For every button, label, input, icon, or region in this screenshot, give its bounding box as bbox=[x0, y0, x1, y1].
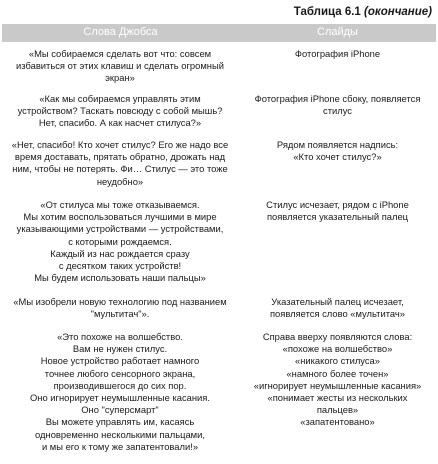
row-1-slides bbox=[240, 48, 435, 60]
row-2-slides-line-2: стилус bbox=[323, 105, 352, 117]
row-3-words-line-4: неудобно» bbox=[96, 175, 144, 187]
row-1-words bbox=[4, 48, 236, 85]
row-6-slides-line-3: «никакого стилуса» bbox=[295, 355, 380, 367]
row-1-words-line-1: «Мы собираемся сделать вот что: совсем bbox=[28, 48, 212, 59]
row-6-slides bbox=[240, 331, 435, 429]
table-caption bbox=[294, 6, 432, 18]
row-2-words bbox=[4, 93, 236, 130]
row-6-words-line-2: Вам не нужен стилус. bbox=[72, 343, 168, 355]
row-4-words-line-4: с которыми рождаемся. bbox=[68, 235, 172, 247]
row-6-words bbox=[4, 331, 236, 453]
row-6-words-line-6: Оно игнорирует неумышленные касания. bbox=[30, 392, 210, 404]
row-2-words-line-1: «Как мы собираемся управлять этим bbox=[39, 93, 201, 104]
row-3-words-line-3: ним, чтобы не потерять. Фи… Стилус — это тоже bbox=[12, 163, 228, 175]
row-6-slides-line-7: пальцев» bbox=[316, 404, 359, 416]
row-4-slides bbox=[240, 199, 435, 223]
row-6-words-line-1: «Это похоже на волшебство. bbox=[57, 331, 183, 342]
row-6-slides-line-1: Справа вверху появляются слова: bbox=[262, 331, 413, 342]
row-4-words-line-6: с десятком таких устройств! bbox=[58, 260, 182, 272]
row-3-words bbox=[4, 139, 236, 188]
table-header bbox=[2, 24, 436, 42]
row-2-slides-line-1: Фотография iPhone сбоку, появляется bbox=[254, 93, 421, 104]
row-6-words-line-7: Оно "суперсмарт" bbox=[81, 404, 159, 416]
row-3-words-line-1: «Нет, спасибо! Кто хочет стилус? Его же надо все bbox=[11, 139, 229, 150]
row-4-words-line-1: «От стилуса мы тоже отказываемся. bbox=[40, 199, 200, 210]
row-5-words-line-1: «Мы изобрели новую технологию под названием bbox=[13, 296, 227, 307]
row-6-slides-line-5: «игнорирует неумышленные касания» bbox=[253, 379, 422, 391]
row-4-slides-line-1: Стилус исчезает, рядом с iPhone bbox=[266, 199, 409, 210]
row-6-slides-line-2: «похоже на волшебство» bbox=[282, 343, 393, 355]
row-4-words-line-2: Мы хотим воспользоваться лучшими в мире bbox=[23, 211, 217, 223]
row-3-slides-line-1: Рядом появляется надпись: bbox=[276, 139, 399, 150]
row-1-slides-line-1: Фотография iPhone bbox=[294, 48, 381, 59]
row-5-words-line-2: "мультитач"». bbox=[90, 308, 150, 320]
row-6-words-line-9: одновременно несколькими пальцами, bbox=[35, 428, 205, 440]
row-1-words-line-3: экран» bbox=[105, 72, 135, 84]
row-2-words-line-3: Нет, спасибо. А как насчет стилуса?» bbox=[38, 117, 202, 129]
row-5-words bbox=[4, 296, 236, 320]
row-2-words-line-2: устройством? Таскать повсюду с собой мышь? bbox=[17, 105, 223, 117]
row-5-slides bbox=[240, 296, 435, 320]
row-6-slides-line-4: «намного более точен» bbox=[286, 367, 389, 379]
row-3-slides bbox=[240, 139, 435, 163]
row-4-slides-line-2: появляется указательный палец bbox=[266, 211, 409, 223]
row-6-slides-line-8: «запатентовано» bbox=[300, 416, 375, 428]
column-header-words: Слова Джобса bbox=[83, 26, 158, 38]
row-4-words-line-5: Каждый из нас рождается сразу bbox=[50, 247, 190, 259]
row-6-words-line-3: Новое устройство работает намного bbox=[40, 355, 200, 367]
row-6-words-line-4: точнее любого сенсорного экрана, bbox=[44, 367, 196, 379]
row-6-words-line-10: и мы его к тому же запатентовали!» bbox=[41, 440, 199, 452]
row-4-words-line-7: Мы будем использовать наши пальцы» bbox=[34, 272, 206, 284]
row-3-slides-line-2: «Кто хочет стилус?» bbox=[293, 151, 382, 163]
row-6-words-line-8: Вы можете управлять им, касаясь bbox=[45, 416, 195, 428]
row-3-words-line-2: время доставать, прятать обратно, дрожать над bbox=[14, 151, 226, 163]
row-6-slides-line-6: «понимает жесты из нескольких bbox=[267, 392, 408, 404]
row-5-slides-line-2: появляется слово «мультитач» bbox=[269, 308, 405, 320]
column-header-slides: Слайды bbox=[317, 26, 358, 38]
row-2-slides bbox=[240, 93, 435, 117]
row-4-words-line-3: указывающими устройствами — устройствами, bbox=[16, 223, 224, 235]
row-6-words-line-5: производившегося до сих пор. bbox=[53, 379, 187, 391]
table-caption-title: Таблица 6.1 bbox=[293, 6, 361, 18]
row-4-words bbox=[4, 199, 236, 284]
row-1-words-line-2: избавиться от этих клавиш и сделать огромный bbox=[16, 60, 224, 72]
row-5-slides-line-1: Указательный палец исчезает, bbox=[271, 296, 404, 307]
table-caption-suffix: (окончание) bbox=[364, 6, 432, 18]
